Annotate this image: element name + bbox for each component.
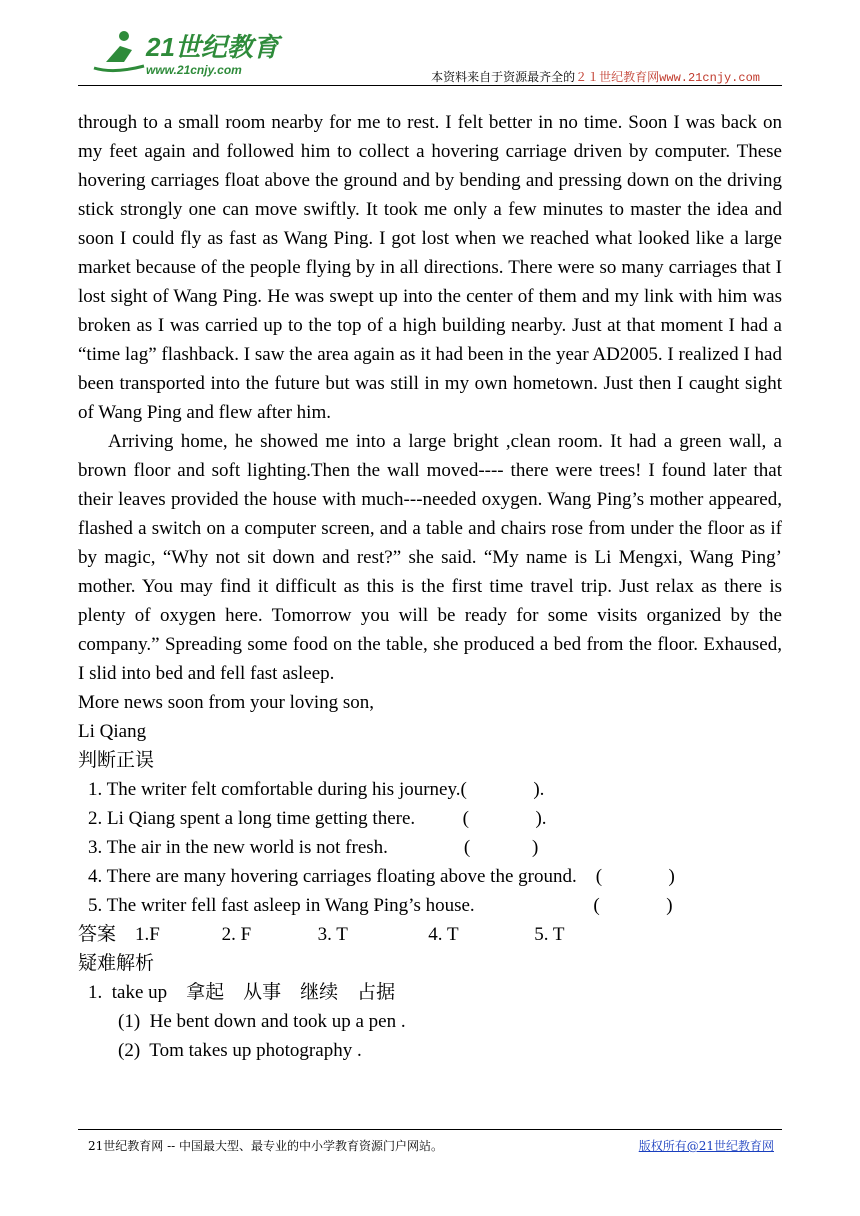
paragraph: through to a small room nearby for me to rest. I felt better in no time. Soon I was back on my feet again and followed him to collect a hovering carriage driven by computer. These hovering carriages float above the ground and by bending and pressing down on the driving stick strongly one can move swiftly. It took me only a few minutes to master the idea and soon I could fly as fast as Wang Ping. I got lost when we reached what looked like a large market because of the people flying by in all directions. There were so many carriages that I lost sight of Wang Ping. He was swept up into the center of them and my link with him was broken as I was carried up to the top of a high building nearby. Just at that moment I had a “time lag” flashback. I saw the area again as it had been in the year AD2005. I realized I had been transported into the future but was still in my own hometown. Just then I caught sight of Wang Ping and flew after him. [78,112,782,423]
question-item: 2. Li Qiang spent a long time getting there. ( ). [88,808,547,829]
question-item: 4. There are many hovering carriages floating above the ground. ( ) [88,866,675,887]
paragraph: Arriving home, he showed me into a large bright ,clean room. It had a green wall, a brown floor and soft lighting.Then the wall moved---- there were trees! I found later that their leaves provided the house with much---needed oxygen. Wang Ping’s mother appeared, flashed a switch on a computer screen, and a table and chairs rose from under the floor as if by magic, “Why not sit down and rest?” she said. “My name is Li Mengxi, Wang Ping’ mother. You may find it difficult as this is the first time travel trip. Just relax as there is plenty of oxygen here. Tomorrow you will be ready for some visits organized by the company.” Spreading some food on the table, she produced a bed from the floor. Exhaused, I slid into bed and fell fast asleep. [78,431,782,684]
page-header [78,22,782,84]
logo-21cnjy [84,22,284,82]
analysis-item: 1. take up 拿起 从事 继续 占据 [88,982,396,1003]
signature: Li Qiang [78,721,147,742]
document-body [78,108,782,1065]
header-notice [431,68,760,85]
question-item: 5. The writer fell fast asleep in Wang Ping’s house. ( ) [88,895,673,916]
footer-site-description: 21世纪教育网 -- 中国最大型、最专业的中小学教育资源门户网站。 [88,1139,444,1153]
analysis-heading: 疑难解析 [78,953,155,974]
svg-text:www.21cnjy.com: www.21cnjy.com [146,63,242,77]
example-item: (1) He bent down and took up a pen . [118,1011,406,1032]
question-item: 3. The air in the new world is not fresh. ( ) [88,837,539,858]
answers-line: 答案 1.F 2. F 3. T 4. T 5. T [78,924,565,945]
notice-prefix: 本资料来自于资源最齐全的 [431,70,576,84]
example-item: (2) Tom takes up photography . [118,1040,362,1061]
tf-heading: 判断正误 [78,750,155,771]
header-divider [78,85,782,86]
question-item: 1. The writer felt comfortable during his journey.( ). [88,779,545,800]
closing-line: More news soon from your loving son, [78,692,375,713]
notice-url[interactable]: www.21cnjy.com [659,71,760,85]
svg-text:21世纪教育: 21世纪教育 [146,32,279,62]
footer-copyright-link[interactable]: 版权所有@21世纪教育网 [638,1139,774,1153]
notice-site: ２１世纪教育网 [575,70,660,84]
footer-divider [78,1129,782,1130]
